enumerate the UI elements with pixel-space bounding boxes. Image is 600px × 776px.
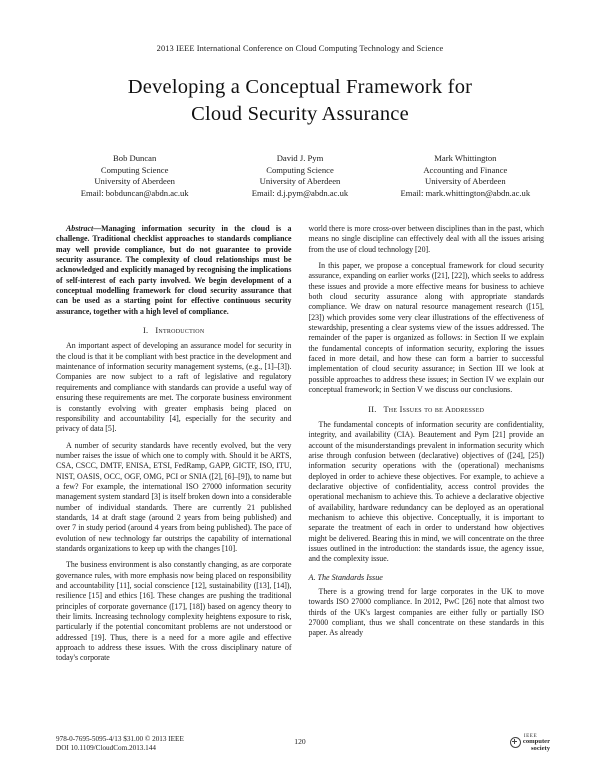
ieee-logo-icon xyxy=(510,737,521,748)
author-name: David J. Pym xyxy=(276,153,324,163)
title-line-2: Cloud Security Assurance xyxy=(191,103,409,125)
author-institution: University of Aberdeen xyxy=(259,176,341,187)
column-left xyxy=(56,224,292,716)
logo-society-text: society xyxy=(530,744,550,752)
logo-wordmark xyxy=(523,733,550,752)
section-heading-issues xyxy=(309,405,545,415)
section-heading-introduction xyxy=(56,326,292,336)
author-email: Email: bobduncan@abdn.ac.uk xyxy=(80,187,189,198)
isbn-line: 978-0-7695-5095-4/13 $31.00 © 2013 IEEE xyxy=(56,734,184,743)
paragraph: In this paper, we propose a conceptual framework for cloud security assurance, expanding on earlier works ([21], [22]), which seeks to address these issues and provide a more effective means for business to achieve both cloud security assurance along with appropriate standards compliance. We draw on natural resource management research ([15], [23]) which provides some very clear illustrations of the effectiveness of stewardship, presenting a clear systems view of the issues addressed. The remainder of the paper is organized as follows: in Section II we explain the fundamental concepts of information security, exploring the issues faced in more detail, and how these can form a barrier to successful implementation of cloud security assurance; in Section III we look at possible approaches to address these issues; in Section IV we explain our conceptual framework; in Section V we discuss our conclusions. xyxy=(308,261,544,395)
title-line-1: Developing a Conceptual Framework for xyxy=(127,76,473,98)
author-email: Email: mark.whittington@abdn.ac.uk xyxy=(400,187,531,198)
logo-ieee-text: IEEE xyxy=(523,732,538,739)
paragraph: A number of security standards have recently evolved, but the very number raises the issue of which one to comply with. Should it be ARTS, CSA, CSCC, DMTF, ENISA, ETSI, FedRamp, GAPP, GICTF, ISO, ITU, NIST, OASIS, OCC, OGF, OMG, PCI or SNIA ([2], [6]–[9]), to name but a few? For example, the international ISO 27000 information security management system standard [3] is itself broken down into a considerable number of individual standards. There are currently 21 published standards, 14 at draft stage (around 2 years from being published) and over 7 in study period (around 4 years from being published). The pace of evolution of new technology far outstrips the capability of international standards organizations to keep up with the changes [10]. xyxy=(56,440,292,553)
section-title: The Issues to be Addressed xyxy=(383,404,485,414)
paragraph: The business environment is also constantly changing, as are corporate governance rules, with more emphasis now being placed on responsibility and accountability [11], social conscience [12], sustainability ([13], [14]), resilience [15] and ethics [16]. These changes are pushing the traditional principles of corporate governance ([17], [18]) based on agency theory to their limits. Increasing technology complexity heightens exposure to risk, particularly if the potential concomitant problems are not understood or addressed [19]. Thus, there is a need for a more agile and effective approach to address these issues. With the cross disciplinary nature of today's corporate xyxy=(56,560,292,663)
paragraph: world there is more cross-over between disciplines than in the past, which means no single discipline can effectively deal with all the issues arising from the use of cloud technology [20]. xyxy=(308,224,544,254)
section-number: II. xyxy=(368,404,377,414)
subsection-title: The Standards Issue xyxy=(317,572,383,582)
author-name: Bob Duncan xyxy=(113,153,157,163)
author-block xyxy=(217,153,382,199)
paragraph: An important aspect of developing an assurance model for security in the cloud is that it be compliant with best practice in the development and maintenance of information security management systems, (e.g., [1]–[3]). Companies are now subject to a raft of legislative and regulatory requirements and compliance with standards can provide a useful way of ensuring these requirements are met. The corporate business environment is constantly evolving with greater emphasis being placed on responsibility and accountability [4], especially for the security and privacy of data [5]. xyxy=(56,341,292,434)
abstract-body: Managing information security in the cloud is a challenge. Traditional checklist approaches to standards compliance may well provide compliance, but do not guarantee to provide security assurance. The complexity of cloud relationships must be acknowledged and explicitly managed by recognising the implications of self-interest of each party involved. We begin development of a conceptual modelling framework for cloud security assurance that can be used as a starting point for effective continuous security assurance, together with a high level of compliance. xyxy=(56,224,292,316)
author-block xyxy=(383,153,548,199)
logo-computer-text: computer xyxy=(522,738,550,746)
abstract-label: Abstract xyxy=(66,224,94,233)
section-number: I. xyxy=(143,326,149,336)
paragraph: There is a growing trend for large corporates in the UK to move towards ISO 27000 compliance. In 2012, PwC [26] note that almost two thirds of the UK's largest companies are either fully or partially ISO 27000 compliant, thus we shall concentrate on these standards in this paper. As already xyxy=(308,587,544,638)
author-department: Accounting and Finance xyxy=(423,164,508,175)
conference-header: 2013 IEEE International Conference on Cloud Computing Technology and Science xyxy=(156,44,444,53)
author-institution: University of Aberdeen xyxy=(425,176,506,187)
page-title xyxy=(60,74,540,128)
column-right xyxy=(309,224,545,716)
body-columns xyxy=(56,224,544,716)
doi-line: DOI 10.1109/CloudCom.2013.144 xyxy=(56,744,156,753)
paragraph: The fundamental concepts of information security are confidentiality, integrity, and availability (CIA). Beautement and Pym [21] provide an account of the misunderstandings prevalent in information security which arise through confusion between (declarative) objectives of ([24], [25]) information security operations with the (operational) mechanisms deployed in order to achieve these objectives. For example, to achieve a declarative objective of confidentiality, access control provides the operational mechanism to achieve this. To achieve a declarative objective of availability, hardware redundancy can be deployed as an operational mechanism to achieve this objective. Conceptually, it is important to separate the treatment of each in order to understand how objectives might be delivered. Bearing this in mind, we will concentrate on the three issues outlined in the introduction: the standards issue, the agency issue, and the complexity issue. xyxy=(308,419,544,564)
abstract-dash: — xyxy=(93,224,102,233)
author-institution: University of Aberdeen xyxy=(94,176,175,187)
author-name: Mark Whittington xyxy=(434,153,497,163)
author-email: Email: d.j.pym@abdn.ac.uk xyxy=(251,187,349,198)
author-list xyxy=(52,153,548,199)
author-department: Computing Science xyxy=(100,164,169,175)
author-block xyxy=(52,153,217,199)
subsection-label: A. xyxy=(308,572,316,582)
author-department: Computing Science xyxy=(266,164,334,175)
page-number: 120 xyxy=(294,737,306,746)
subsection-heading-standards-issue xyxy=(309,573,545,583)
ieee-computer-society-logo xyxy=(510,733,550,752)
section-title: Introduction xyxy=(155,326,205,336)
abstract-paragraph xyxy=(56,224,292,317)
